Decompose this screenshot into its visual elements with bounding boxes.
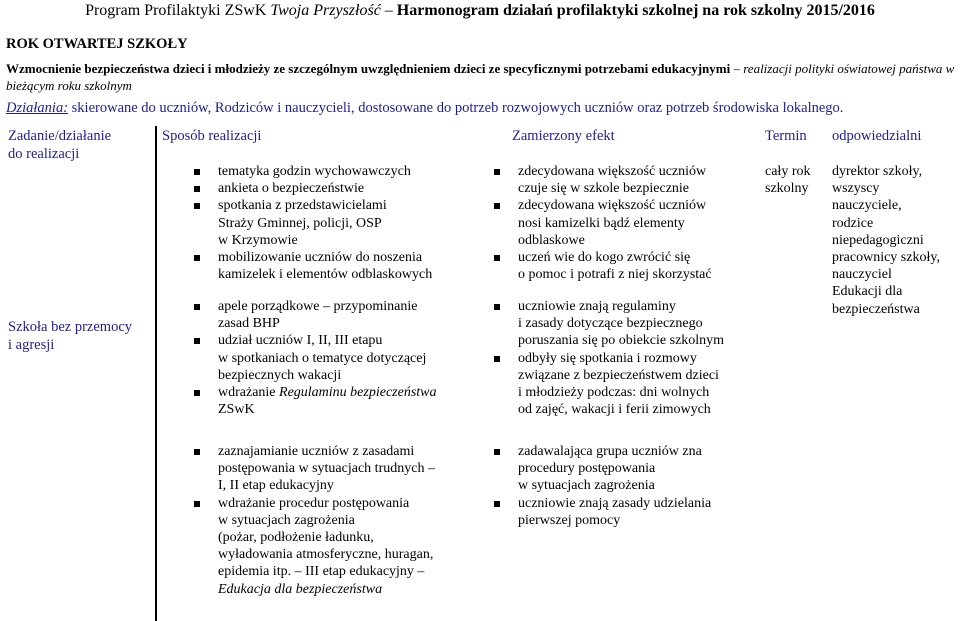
task-name-line1: Szkoła bez przemocy — [8, 319, 133, 335]
item-text: Straży Gminnej, policji, OSP — [218, 215, 382, 231]
methods-item — [192, 266, 492, 283]
item-text: wdrażanie procedur postępowania — [218, 495, 410, 511]
item-italic-text: Edukacja dla bezpieczeństwa — [218, 581, 383, 597]
item-text: w Krzymowie — [218, 232, 298, 248]
methods-list-1 — [192, 163, 492, 283]
item-text: odbyły się spotkania i rozmowy — [518, 350, 697, 366]
item-text: w spotkaniach o tematyce dotyczącej — [218, 350, 427, 366]
item-text: i młodzieży podczas: dni wolnych — [518, 385, 710, 401]
goal-heading — [6, 60, 956, 94]
item-text: kamizelek i elementów odblaskowych — [218, 267, 433, 283]
methods-item — [192, 315, 492, 332]
item-text: ZSwK — [218, 402, 255, 418]
effects-item — [492, 512, 762, 529]
item-text: uczeń wie do kogo zwrócić się — [518, 250, 691, 266]
header-method: Sposób realizacji — [162, 128, 262, 144]
header-term: Termin — [765, 128, 807, 144]
methods-item — [192, 460, 492, 477]
methods-item — [192, 298, 492, 315]
effects-item — [492, 443, 762, 460]
item-text: związane z bezpieczeństwem dzieci — [518, 367, 719, 383]
responsible-line: nauczyciel — [832, 267, 892, 283]
methods-item — [192, 215, 492, 232]
item-text: uczniowie znają regulaminy — [518, 299, 676, 314]
methods-item — [192, 332, 492, 349]
item-text: apele porządkowe – przypominanie — [218, 299, 418, 314]
item-text: czuje się w szkole bezpiecznie — [518, 181, 690, 197]
responsible-line: wszyscy — [832, 181, 880, 197]
effects-item — [492, 495, 762, 512]
item-text: wyładowania atmosferyczne, huragan, — [218, 547, 434, 563]
header-effect: Zamierzony efekt — [512, 128, 615, 144]
title-prefix: Program Profilaktyki ZSwK — [85, 2, 271, 19]
effects-item — [492, 215, 762, 232]
item-text: wdrażanie — [218, 385, 280, 401]
effects-item — [492, 180, 762, 197]
methods-item — [192, 197, 492, 214]
item-text: (pożar, podłożenie ładunku, — [218, 530, 374, 546]
term-line2: szkolny — [765, 181, 809, 197]
responsible-line: niepedagogiczni — [832, 232, 924, 248]
effects-item — [492, 384, 762, 401]
methods-item — [192, 477, 492, 494]
header-task-line2: do realizacji — [8, 146, 80, 162]
item-text: spotkania z przedstawicielami — [218, 198, 387, 214]
actions-text: skierowane do uczniów, Rodziców i nauczycieli, dostosowane do potrzeb rozwojowych uczniów oraz potrzeb środowiska lokalnego. — [68, 100, 844, 116]
responsible-line: Edukacji dla — [832, 284, 903, 300]
item-text: zasad BHP — [218, 316, 280, 332]
item-text: tematyka godzin wychowawczych — [218, 164, 411, 179]
methods-item — [192, 401, 492, 418]
term-line1: cały rok — [765, 164, 811, 179]
responsible-line: dyrektor szkoły, — [832, 164, 923, 179]
effects-item — [492, 232, 762, 249]
item-text: o pomoc i potrafi z niej skorzystać — [518, 267, 712, 283]
header-task-line1: Zadanie/działanie — [8, 128, 112, 144]
methods-item — [192, 232, 492, 249]
methods-item — [192, 350, 492, 367]
item-text: I, II etap edukacyjny — [218, 478, 334, 494]
methods-item — [192, 529, 492, 546]
effects-item — [492, 477, 762, 494]
methods-item — [192, 249, 492, 266]
item-text: procedury postępowania — [518, 461, 656, 477]
responsible-line: rodzice — [832, 215, 874, 231]
section-heading: ROK OTWARTEJ SZKOŁY — [6, 36, 188, 52]
responsible-line: nauczyciele, — [832, 198, 902, 214]
item-text: i zasady dotyczące bezpiecznego — [518, 316, 703, 332]
effects-item — [492, 298, 762, 315]
item-text: pierwszej pomocy — [518, 512, 621, 528]
effects-item — [492, 350, 762, 367]
actions-label: Działania: — [6, 100, 69, 116]
item-text: zadawalająca grupa uczniów zna — [518, 444, 702, 459]
actions-line — [6, 100, 956, 117]
item-text: postępowania w sytuacjach trudnych – — [218, 461, 435, 477]
header-responsible: odpowiedzialni — [832, 128, 922, 144]
title-schedule: Harmonogram działań profilaktyki szkolnej na rok szkolny 2015/2016 — [396, 2, 875, 19]
item-text: w sytuacjach zagrożenia — [218, 512, 355, 528]
methods-item — [192, 581, 492, 598]
item-text: ankieta o bezpieczeństwie — [218, 181, 365, 197]
methods-item — [192, 367, 492, 384]
term-cell — [765, 163, 810, 197]
responsible-line: bezpieczeństwa — [832, 301, 920, 317]
goal-main: Wzmocnienie bezpieczeństwa dzieci i młodzieży ze szczególnym uwzględnieniem dzieci ze specyficznymi potrzebami edukacyjnymi — [6, 61, 731, 76]
task-name-line2: i agresji — [8, 337, 55, 353]
item-text: udział uczniów I, II, III etapu — [218, 333, 383, 349]
item-text: zaznajamianie uczniów z zasadami — [218, 444, 415, 459]
title-program-name: Twoja Przyszłość — [270, 2, 381, 19]
item-text: nosi kamizelki bądź elementy — [518, 215, 685, 231]
effects-list-1 — [492, 163, 762, 283]
item-text: mobilizowanie uczniów do noszenia — [218, 250, 423, 266]
effects-item — [492, 367, 762, 384]
methods-item — [192, 546, 492, 563]
goal-rest: – realizacji polityki oświatowej państwa w bieżącym roku szkolnym — [6, 61, 955, 93]
methods-item — [192, 163, 492, 180]
item-text: bezpiecznych wakacji — [218, 367, 342, 383]
item-text: epidemia itp. – III etap edukacyjny – — [218, 564, 425, 580]
column-divider — [155, 126, 157, 621]
effects-item — [492, 401, 762, 418]
title-dash: – — [380, 2, 397, 19]
item-text: poruszania się po obiekcie szkolnym — [518, 333, 725, 349]
item-text: zdecydowana większość uczniów — [518, 164, 707, 179]
task-name — [8, 318, 132, 354]
item-text: uczniowie znają zasady udzielania — [518, 495, 712, 511]
item-text: od zajęć, wakacji i ferii zimowych — [518, 402, 711, 418]
effects-item — [492, 460, 762, 477]
item-text: odblaskowe — [518, 232, 585, 248]
effects-list-2 — [492, 298, 762, 418]
item-italic-text: Regulaminu bezpieczeństwa — [279, 385, 437, 401]
responsible-cell — [832, 163, 957, 318]
methods-list-3 — [192, 443, 492, 598]
effects-item — [492, 197, 762, 214]
effects-item — [492, 332, 762, 349]
effects-list-3 — [492, 443, 762, 529]
item-text: zdecydowana większość uczniów — [518, 198, 707, 214]
effects-item — [492, 315, 762, 332]
document-title — [0, 2, 960, 20]
header-task — [8, 127, 148, 163]
methods-item — [192, 180, 492, 197]
methods-item — [192, 495, 492, 512]
item-text: w sytuacjach zagrożenia — [518, 478, 655, 494]
methods-item — [192, 563, 492, 580]
methods-item — [192, 384, 492, 401]
effects-item — [492, 266, 762, 283]
effects-item — [492, 163, 762, 180]
methods-item — [192, 512, 492, 529]
responsible-line: pracownicy szkoły, — [832, 250, 940, 266]
methods-item — [192, 443, 492, 460]
effects-item — [492, 249, 762, 266]
methods-list-2 — [192, 298, 492, 418]
